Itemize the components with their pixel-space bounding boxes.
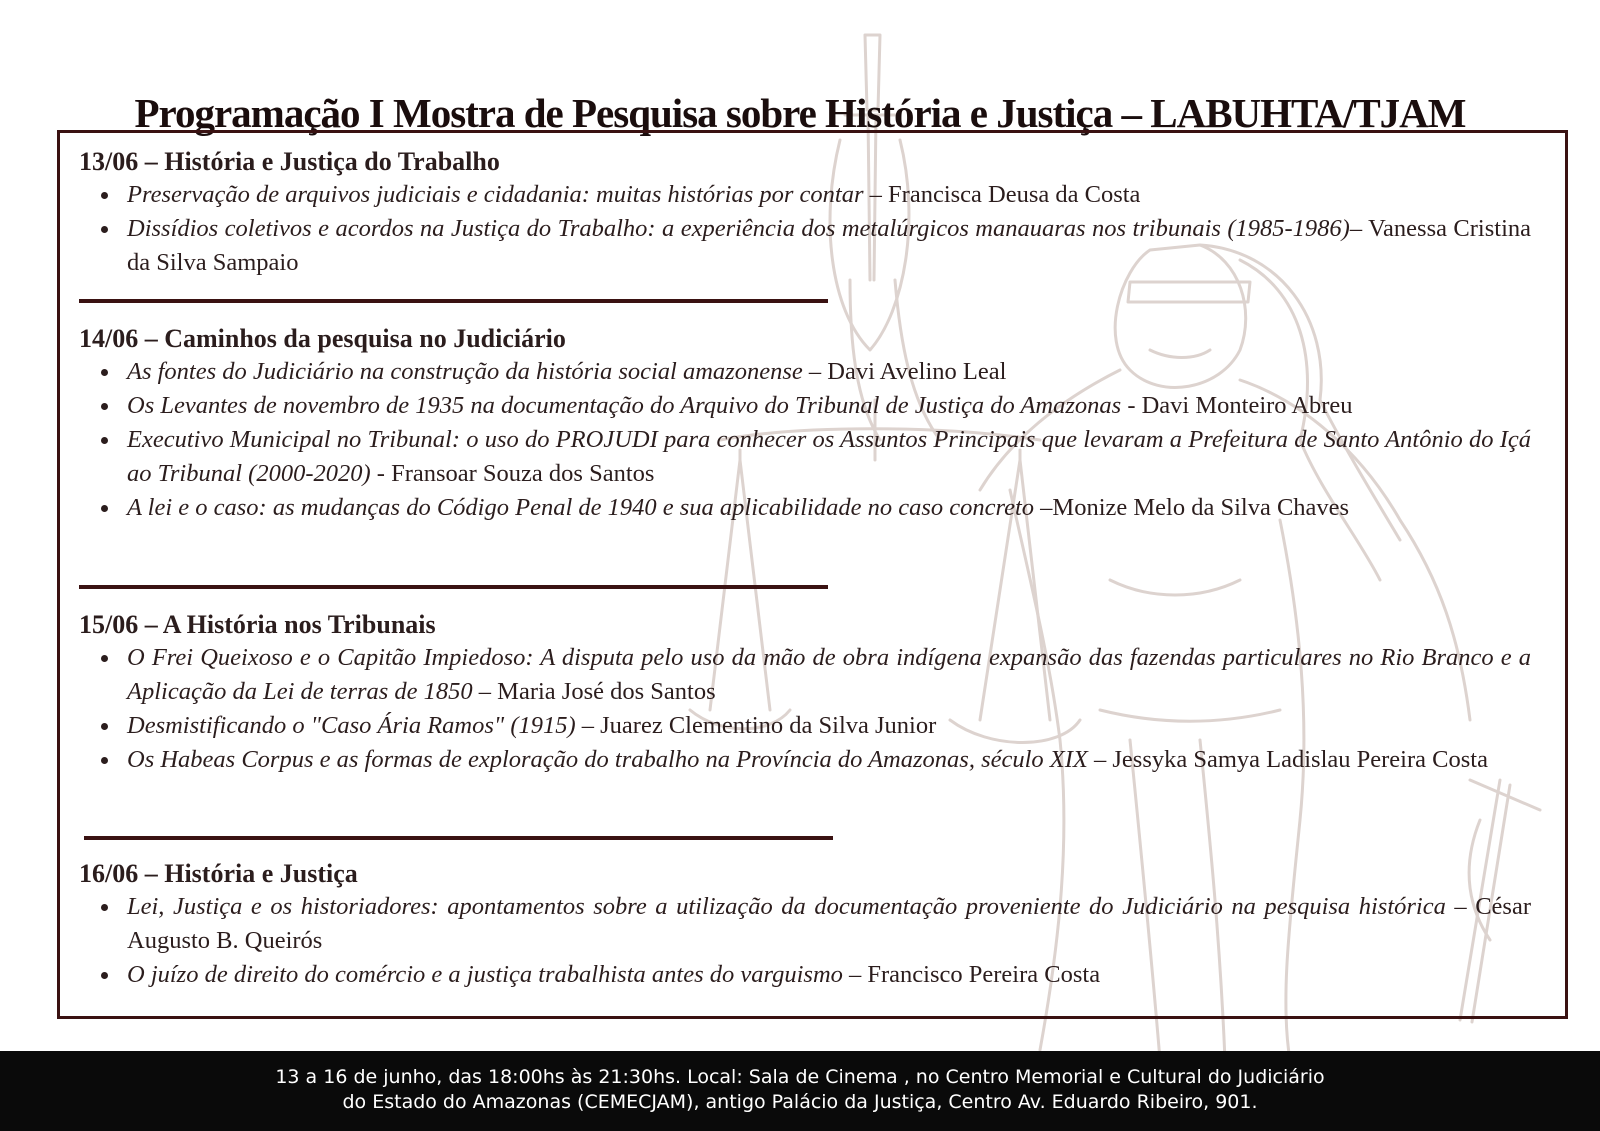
page-title: Programação I Mostra de Pesquisa sobre História e Justiça – LABUHTA/TJAM [134, 90, 1466, 137]
section-divider [79, 585, 828, 589]
list-item [127, 491, 1531, 525]
day-section-15-06 [79, 609, 1531, 777]
talk-list [79, 890, 1531, 992]
talk-author: –Monize Melo da Silva Chaves [1034, 494, 1350, 521]
list-item [127, 355, 1531, 389]
talk-author: – César Augusto B. Queirós [127, 893, 1531, 954]
talk-title: O juízo de direito do comércio e a justiça trabalhista antes do varguismo [127, 961, 843, 988]
talk-title: As fontes do Judiciário na construção da história social amazonense [127, 358, 803, 385]
talk-list [79, 641, 1531, 777]
talk-author: – Vanessa Cristina da Silva Sampaio [127, 215, 1531, 276]
section-divider [84, 836, 833, 840]
talk-author: - Davi Monteiro Abreu [1121, 392, 1353, 419]
list-item [127, 958, 1531, 992]
footer-line: do Estado do Amazonas (CEMECJAM), antigo Palácio da Justiça, Centro Av. Eduardo Ribeiro, 901. [342, 1091, 1258, 1113]
list-item [127, 212, 1531, 280]
list-item [127, 178, 1531, 212]
talk-author: – Maria José dos Santos [472, 678, 716, 705]
list-item [127, 709, 1531, 743]
day-heading: 16/06 – História e Justiça [79, 859, 358, 888]
list-item [127, 641, 1531, 709]
list-item [127, 423, 1531, 491]
talk-author: – Francisca Deusa da Costa [863, 181, 1141, 208]
talk-title: A lei e o caso: as mudanças do Código Penal de 1940 e sua aplicabilidade no caso concreto [127, 494, 1035, 521]
talk-author: – Jessyka Samya Ladislau Pereira Costa [1087, 746, 1488, 773]
talk-title: O Frei Queixoso e o Capitão Impiedoso: A disputa pelo uso da mão de obra indígena expansão das fazendas particulares no Rio Branco e a Aplicação da Lei de terras de 1850 [127, 644, 1531, 705]
talk-title: Os Levantes de novembro de 1935 na documentação do Arquivo do Tribunal de Justiça do Amazonas [127, 392, 1122, 419]
talk-author: - Fransoar Souza dos Santos [370, 460, 655, 487]
schedule-frame [57, 130, 1568, 1019]
footer-line: 13 a 16 de junho, das 18:00hs às 21:30hs. Local: Sala de Cinema , no Centro Memorial e Cultural do Judiciário [275, 1066, 1325, 1088]
section-divider [79, 299, 828, 303]
day-heading: 14/06 – Caminhos da pesquisa no Judiciário [79, 324, 566, 353]
day-heading: 13/06 – História e Justiça do Trabalho [79, 147, 500, 176]
day-section-16-06 [79, 858, 1531, 992]
talk-list [79, 178, 1531, 280]
talk-author: – Davi Avelino Leal [802, 358, 1007, 385]
talk-title: Os Habeas Corpus e as formas de exploração do trabalho na Província do Amazonas, século XIX [127, 746, 1088, 773]
talk-title: Dissídios coletivos e acordos na Justiça do Trabalho: a experiência dos metalúrgicos manauaras nos tribunais (1985-1986) [127, 215, 1350, 242]
talk-list [79, 355, 1531, 525]
day-section-14-06 [79, 323, 1531, 525]
event-info-footer [0, 1051, 1600, 1131]
list-item [127, 743, 1531, 777]
day-heading: 15/06 – A História nos Tribunais [79, 610, 436, 639]
list-item [127, 389, 1531, 423]
talk-author: – Francisco Pereira Costa [842, 961, 1101, 988]
talk-title: Desmistificando o "Caso Ária Ramos" (1915) [127, 712, 576, 739]
talk-title: Lei, Justiça e os historiadores: apontamentos sobre a utilização da documentação proveniente do Judiciário na pesquisa histórica [127, 893, 1446, 920]
list-item [127, 890, 1531, 958]
talk-title: Preservação de arquivos judiciais e cidadania: muitas histórias por contar [127, 181, 864, 208]
talk-author: – Juarez Clementino da Silva Junior [575, 712, 937, 739]
talk-title: Executivo Municipal no Tribunal: o uso do PROJUDI para conhecer os Assuntos Principais que levaram a Prefeitura de Santo Antônio do Içá ao Tribunal (2000-2020) [127, 426, 1531, 487]
day-section-13-06 [79, 146, 1531, 280]
